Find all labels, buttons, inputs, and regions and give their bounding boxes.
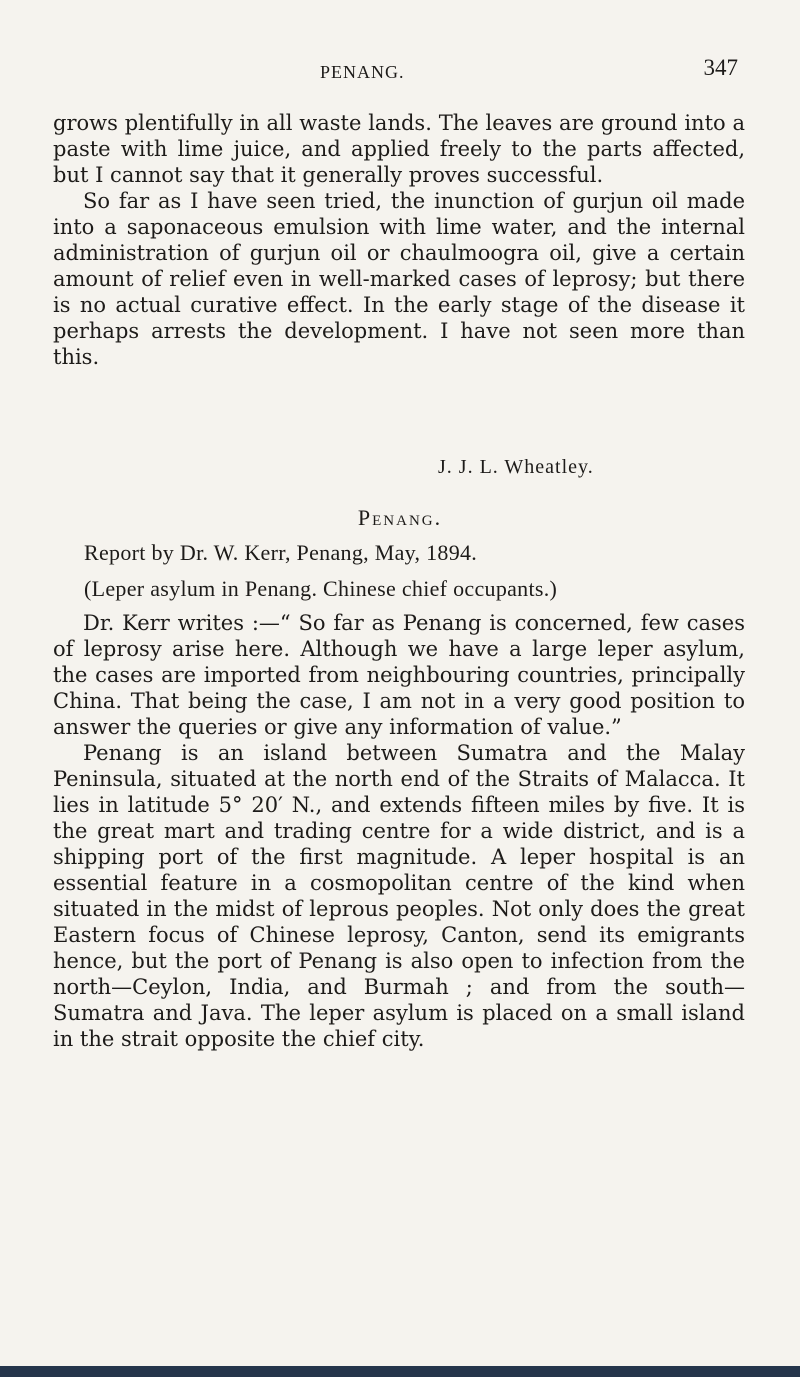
section-title: Penang. <box>357 505 443 530</box>
continuation-text <box>53 110 745 370</box>
asylum-line: (Leper asylum in Penang. Chinese chief occupants.) <box>84 576 558 601</box>
gurjun-oil-paragraph: So far as I have seen tried, the inunction of gurjun oil made into a saponaceous emulsion with lime water, and the internal administration of gurjun oil or chaulmoogra oil, give a certain amount of relief even in well-marked cases of leprosy; but there is no actual curative effect. In the early stage of the disease it perhaps arrests the development. I have not seen more than this. <box>53 189 745 369</box>
running-head: PENANG. <box>320 62 405 82</box>
penang-report-text <box>53 610 745 1052</box>
continuation-paragraph: grows plentifully in all waste lands. The leaves are ground into a paste with lime juice, and applied freely to the parts affected, but I cannot say that it generally proves successful. <box>53 111 745 187</box>
report-line: Report by Dr. W. Kerr, Penang, May, 1894. <box>84 540 478 565</box>
author-signature: J. J. L. Wheatley. <box>438 456 594 478</box>
kerr-quote-paragraph: Dr. Kerr writes :—“ So far as Penang is concerned, few cases of leprosy arise here. Although we have a large leper asylum, the cases are imported from neighbouring countries, principally China. That being the case, I am not in a very good position to answer the queries or give any information of value.” <box>53 611 745 739</box>
page-number: 347 <box>703 55 738 80</box>
penang-description-paragraph: Penang is an island between Sumatra and the Malay Peninsula, situated at the north end of the Straits of Malacca. It lies in latitude 5° 20′ N., and extends fifteen miles by five. It is the great mart and trading centre for a wide district, and is a shipping port of the first magnitude. A leper hospital is an essential feature in a cosmopolitan centre of the kind when situated in the midst of leprous peoples. Not only does the great Eastern focus of Chinese leprosy, Canton, send its emigrants hence, but the port of Penang is also open to infection from the north—Ceylon, India, and Burmah ; and from the south—Sumatra and Java. The leper asylum is placed on a small island in the strait opposite the chief city. <box>53 741 745 1051</box>
page-edge-band <box>0 1363 800 1377</box>
